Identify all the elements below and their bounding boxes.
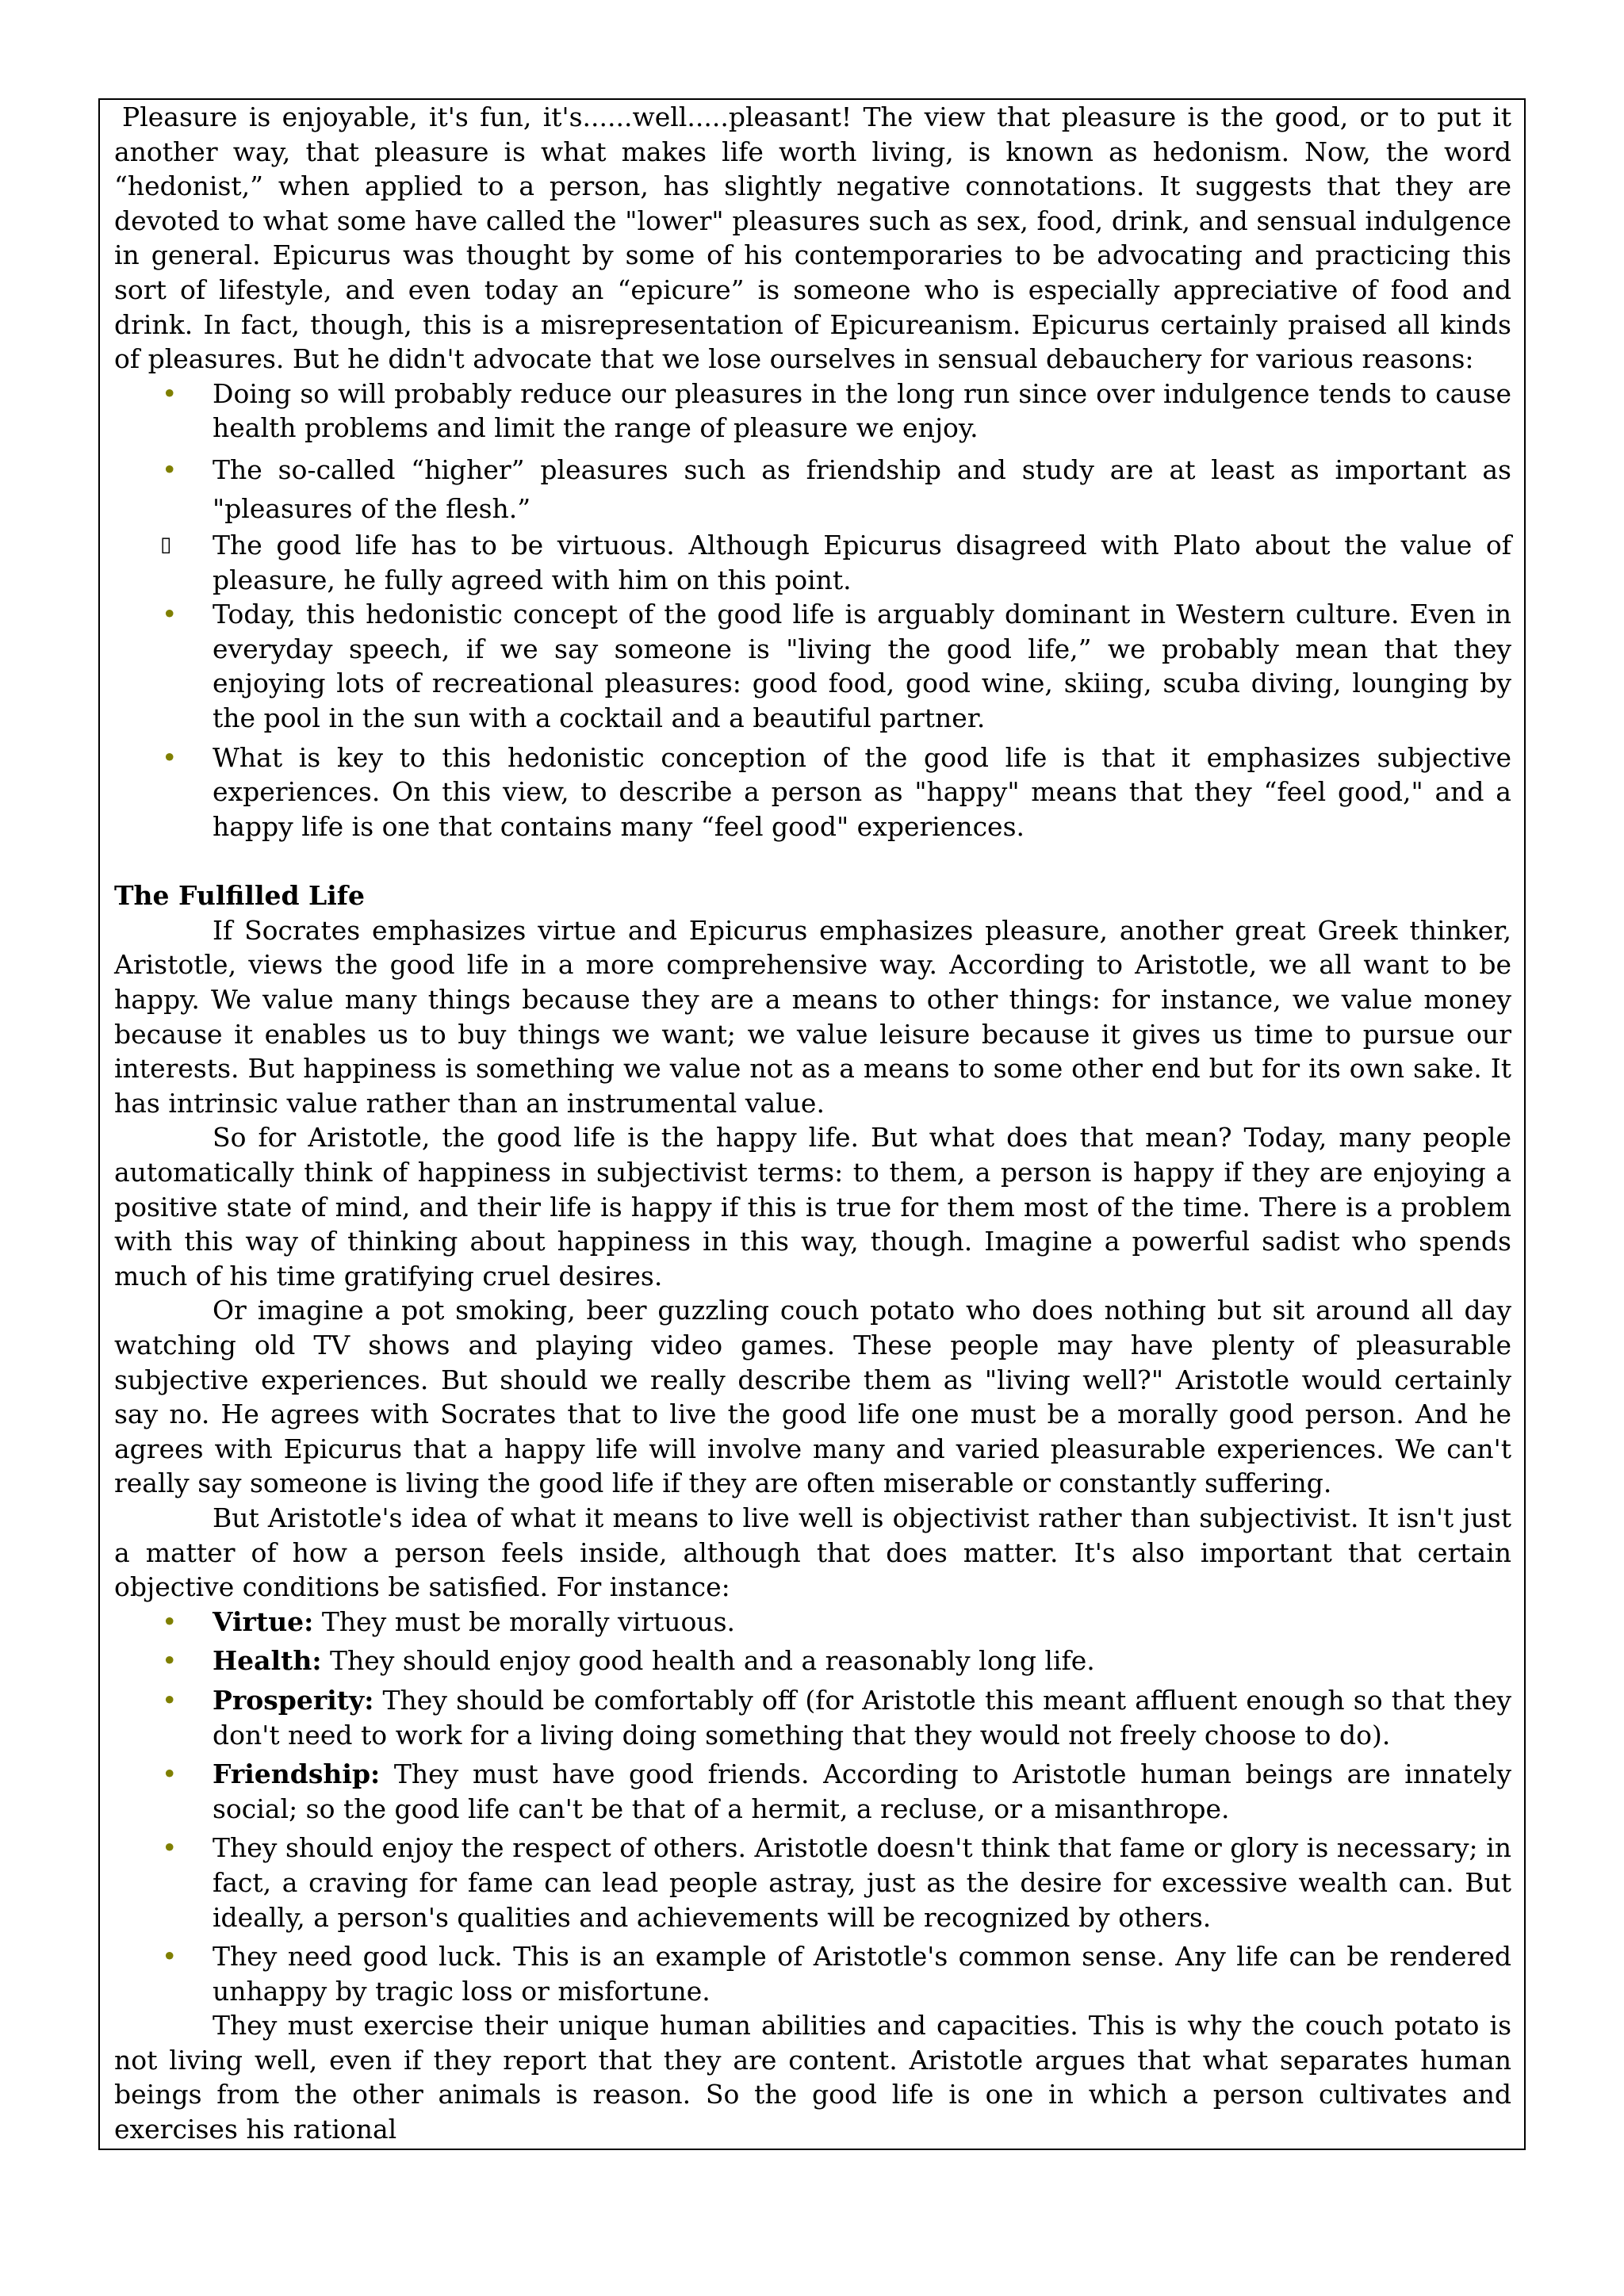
list-item-text: What is key to this hedonistic conception of the good life is that it emphasizes subjective experiences. On this view, to describe a person as "happy" means that they “feel good," and a happy life is one that contains many “feel good" experiences. [213,741,1511,842]
body-paragraph: But Aristotle's idea of what it means to live well is objectivist rather than subjectivist. It isn't just a matter of how a person feels inside, although that does matter. It's also important that certain objective conditions be satisfied. For instance: [114,1502,1511,1603]
bullet-icon: • [162,377,178,409]
body-paragraph: So for Aristotle, the good life is the happy life. But what does that mean? Today, many people automatically think of happiness in subjectivist terms: to them, a person is happy if they are enjoying a positive state of mind, and their life is happy if this is true for them most of the time. There is a problem with this way of thinking about happiness in this way, though. Imagine a powerful sadist who spends much of his time gratifying cruel desires. [114,1122,1511,1292]
condition-term: Prosperity: [213,1684,374,1716]
condition-text: They must be morally virtuous. [313,1605,736,1637]
missing-glyph-icon: ▯ [160,532,172,557]
condition-text: They should be comfortably off (for Aristotle this meant affluent enough so that they don't need to work for a living doing something that they would not freely choose to do). [213,1684,1511,1751]
list-item [114,1644,1511,1678]
bullet-icon: • [162,599,178,630]
list-item [114,1939,1511,2008]
condition-text: They need good luck. This is an example of Aristotle's common sense. Any life can be rendered unhappy by tragic loss or misfortune. [213,1941,1511,2007]
list-item [114,1757,1511,1826]
list-item-text: Today, this hedonistic concept of the good life is arguably dominant in Western culture. Even in everyday speech, if we say someone is "living the good life,” we probably mean that they enjoying lots of recreational pleasures: good food, good wine, skiing, scuba diving, lounging by the pool in the sun with a cocktail and a beautiful partner. [213,599,1511,733]
bullet-icon: • [162,1684,178,1716]
list-item [114,740,1511,844]
bullet-icon: • [162,1758,178,1790]
intro-paragraph: Pleasure is enjoyable, it's fun, it's......well.....pleasant! The view that pleasure is the good, or to put it another way, that pleasure is what makes life worth living, is known as hedonism. Now, the word “hedonist,” when applied to a person, has slightly negative connotations. It suggests that they are devoted to what some have called the "lower" pleasures such as sex, food, drink, and sensual indulgence in general. Epicurus was thought by some of his contemporaries to be advocating and practicing this sort of lifestyle, and even today an “epicure” is someone who is especially appreciative of food and drink. In fact, though, this is a misrepresentation of Epicureanism. Epicurus certainly praised all kinds of pleasures. But he didn't advocate that we lose ourselves in sensual debauchery for various reasons: [114,101,1511,375]
list-item [114,597,1511,735]
bullet-icon: • [162,1645,178,1677]
condition-term: Virtue: [213,1605,314,1637]
bullet-icon: • [162,1605,178,1637]
list-item-text: Doing so will probably reduce our pleasures in the long run since over indulgence tends to cause health problems and limit the range of pleasure we enjoy. [213,377,1511,444]
condition-text: They must have good friends. According to Aristotle human beings are innately social; so the good life can't be that of a hermit, a recluse, or a misanthrope. [213,1758,1511,1824]
list-item-text: The so-called “higher” pleasures such as friendship and study are at least as important as "pleasures of the flesh.” [213,453,1511,524]
aristotle-conditions-list [114,1605,1511,2009]
list-item [114,528,1511,597]
condition-text: They should enjoy good health and a reasonably long life. [321,1645,1095,1677]
bullet-icon: • [162,453,178,485]
list-item [114,450,1511,528]
bullet-icon: • [162,1941,178,1973]
bullet-icon: • [162,1832,178,1864]
page-frame [98,98,1526,2150]
bullet-icon: • [162,741,178,773]
condition-text: They should enjoy the respect of others. Aristotle doesn't think that fame or glory is necessary; in fact, a craving for fame can lead people astray, just as the desire for excessive wealth can. But ideally, a person's qualities and achievements will be recognized by others. [213,1832,1511,1933]
list-item-text: The good life has to be virtuous. Although Epicurus disagreed with Plato about the value of pleasure, he fully agreed with him on this point. [213,529,1511,595]
section-heading: The Fulfilled Life [114,880,365,912]
closing-paragraph: They must exercise their unique human abilities and capacities. This is why the couch potato is not living well, even if they report that they are content. Aristotle argues that what separates human beings from the other animals is reason. So the good life is one in which a person cultivates and exercises his rational [114,2010,1511,2145]
list-item [114,1605,1511,1640]
body-paragraph: Or imagine a pot smoking, beer guzzling couch potato who does nothing but sit around all day watching old TV shows and playing video games. These people may have plenty of pleasurable subjective experiences. But should we really describe them as "living well?" Aristotle would certainly say no. He agrees with Socrates that to live the good life one must be a morally good person. And he agrees with Epicurus that a happy life will involve many and varied pleasurable experiences. We can't really say someone is living the good life if they are often miserable or constantly suffering. [114,1295,1511,1499]
list-item [114,1683,1511,1752]
body-paragraph: If Socrates emphasizes virtue and Epicurus emphasizes pleasure, another great Greek thinker, Aristotle, views the good life in a more comprehensive way. According to Aristotle, we all want to be happy. We value many things because they are a means to other things: for instance, we value money because it enables us to buy things we want; we value leisure because it gives us time to pursue our interests. But happiness is something we value not as a means to some other end but for its own sake. It has intrinsic value rather than an instrumental value. [114,914,1511,1119]
condition-term: Friendship: [213,1758,381,1790]
list-item [114,1831,1511,1934]
epicurus-reasons-list [114,377,1511,844]
condition-term: Health: [213,1645,322,1677]
list-item [114,377,1511,446]
